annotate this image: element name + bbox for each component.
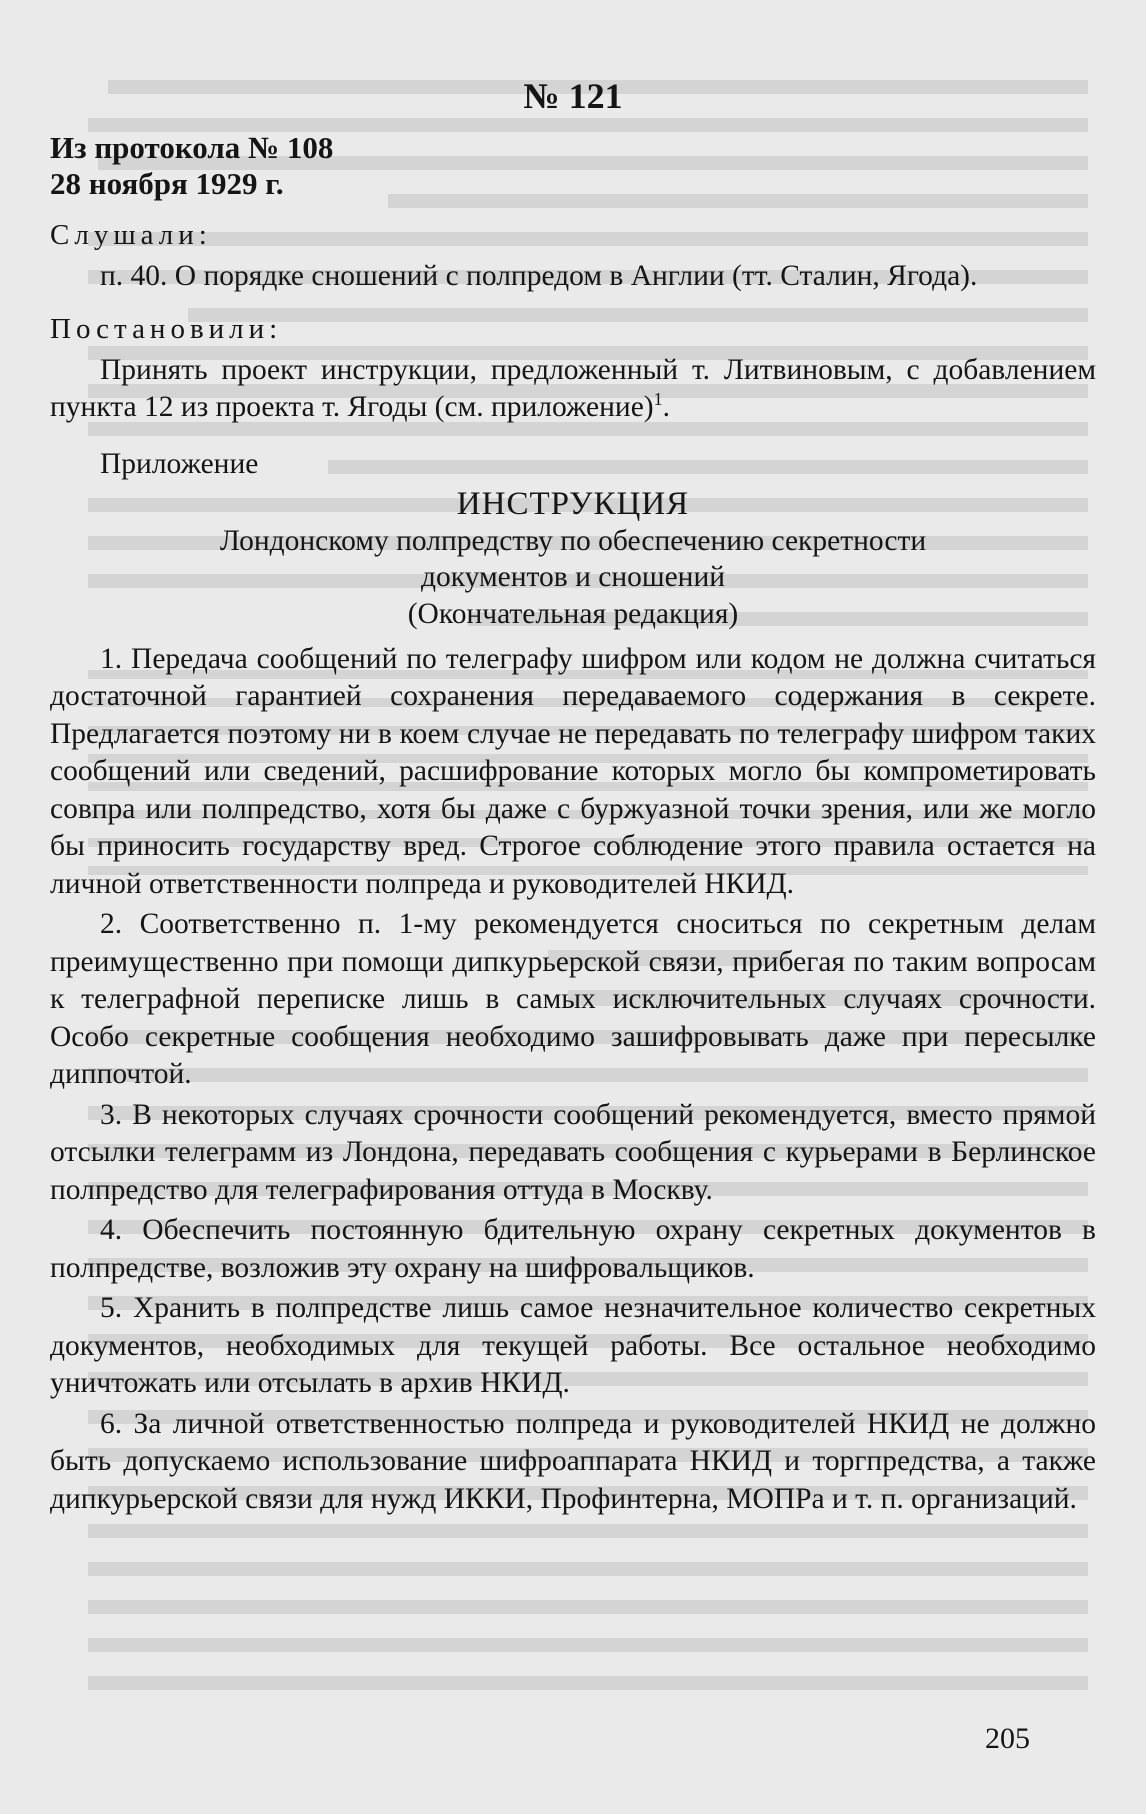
instruction-item-1: 1. Передача сообщений по телеграфу шифром или кодом не должна считаться достаточной гарантией сохранения передаваемого содержания в секрете. Предлагается поэтому ни в коем случае не передавать по телеграфу шифром таких сообщений или сведений, расшифрование которых могло бы компрометировать совпра или полпредство, хотя бы даже с буржуазной точки зрения, или же могло бы приносить государству вред. Строгое соблюдение этого правила остается на личной ответственности полпреда и руководителей НКИД.	[50, 642, 1096, 900]
heard-heading: Слушали:	[50, 219, 212, 251]
instruction-title: ИНСТРУКЦИЯ	[456, 485, 690, 522]
edition-note: (Окончательная редакция)	[407, 597, 739, 630]
heard-text: п. 40. О порядке сношений с полпредом в Англии (тт. Сталин, Ягода).	[100, 260, 978, 292]
instruction-item-2: 2. Соответственно п. 1-му рекомендуется сноситься по секретным делам преимущественно при помощи дипкурьерской связи, прибегая по таким вопросам к телеграфной переписке лишь в самых исключительных случаях срочности. Особо секретные сообщения необходимо зашифровывать даже при пересылке диппочтой.	[50, 908, 1096, 1090]
protocol-source: Из протокола № 108	[50, 130, 334, 165]
instruction-item-3: 3. В некоторых случаях срочности сообщений рекомендуется, вместо прямой отсылки телеграмм из Лондона, передавать сообщения с курьерами в Берлинское полпредство для телеграфирования оттуда в Москву.	[50, 1098, 1096, 1206]
page-number: 205	[985, 1722, 1030, 1755]
decided-paragraph	[50, 352, 1096, 427]
protocol-date: 28 ноября 1929 г.	[50, 166, 284, 201]
instruction-item-5: 5. Хранить в полпредстве лишь самое незначительное количество секретных документов, необходимых для текущей работы. Все остальное необходимо уничтожать или отсылать в архив НКИД.	[50, 1292, 1096, 1399]
decided-heading: Постановили:	[50, 312, 283, 345]
instruction-subtitle: Лондонскому полпредству по обеспечению секретности документов и сношений	[219, 524, 927, 593]
document-number: № 121	[523, 76, 623, 116]
page-content	[50, 76, 1096, 1521]
decided-text: Принять проект инструкции, предложенный т. Литвиновым, с добавлением пункта 12 из проекта т. Ягоды (см. приложение)	[50, 353, 1096, 423]
instruction-item-6: 6. За личной ответственностью полпреда и руководителей НКИД не должно быть допускаемо использование шифроаппарата НКИД и торгпредства, а также дипкурьерской связи для нужд ИККИ, Профинтерна, МОПРа и т. п. организаций.	[50, 1407, 1096, 1515]
instruction-items	[50, 641, 1096, 1519]
footnote-mark: 1	[653, 389, 663, 410]
instruction-item-4: 4. Обеспечить постоянную бдительную охрану секретных документов в полпредстве, возложив эту охрану на шифровальщиков.	[50, 1214, 1096, 1284]
decided-end: .	[662, 391, 671, 423]
appendix-label: Приложение	[100, 447, 259, 480]
